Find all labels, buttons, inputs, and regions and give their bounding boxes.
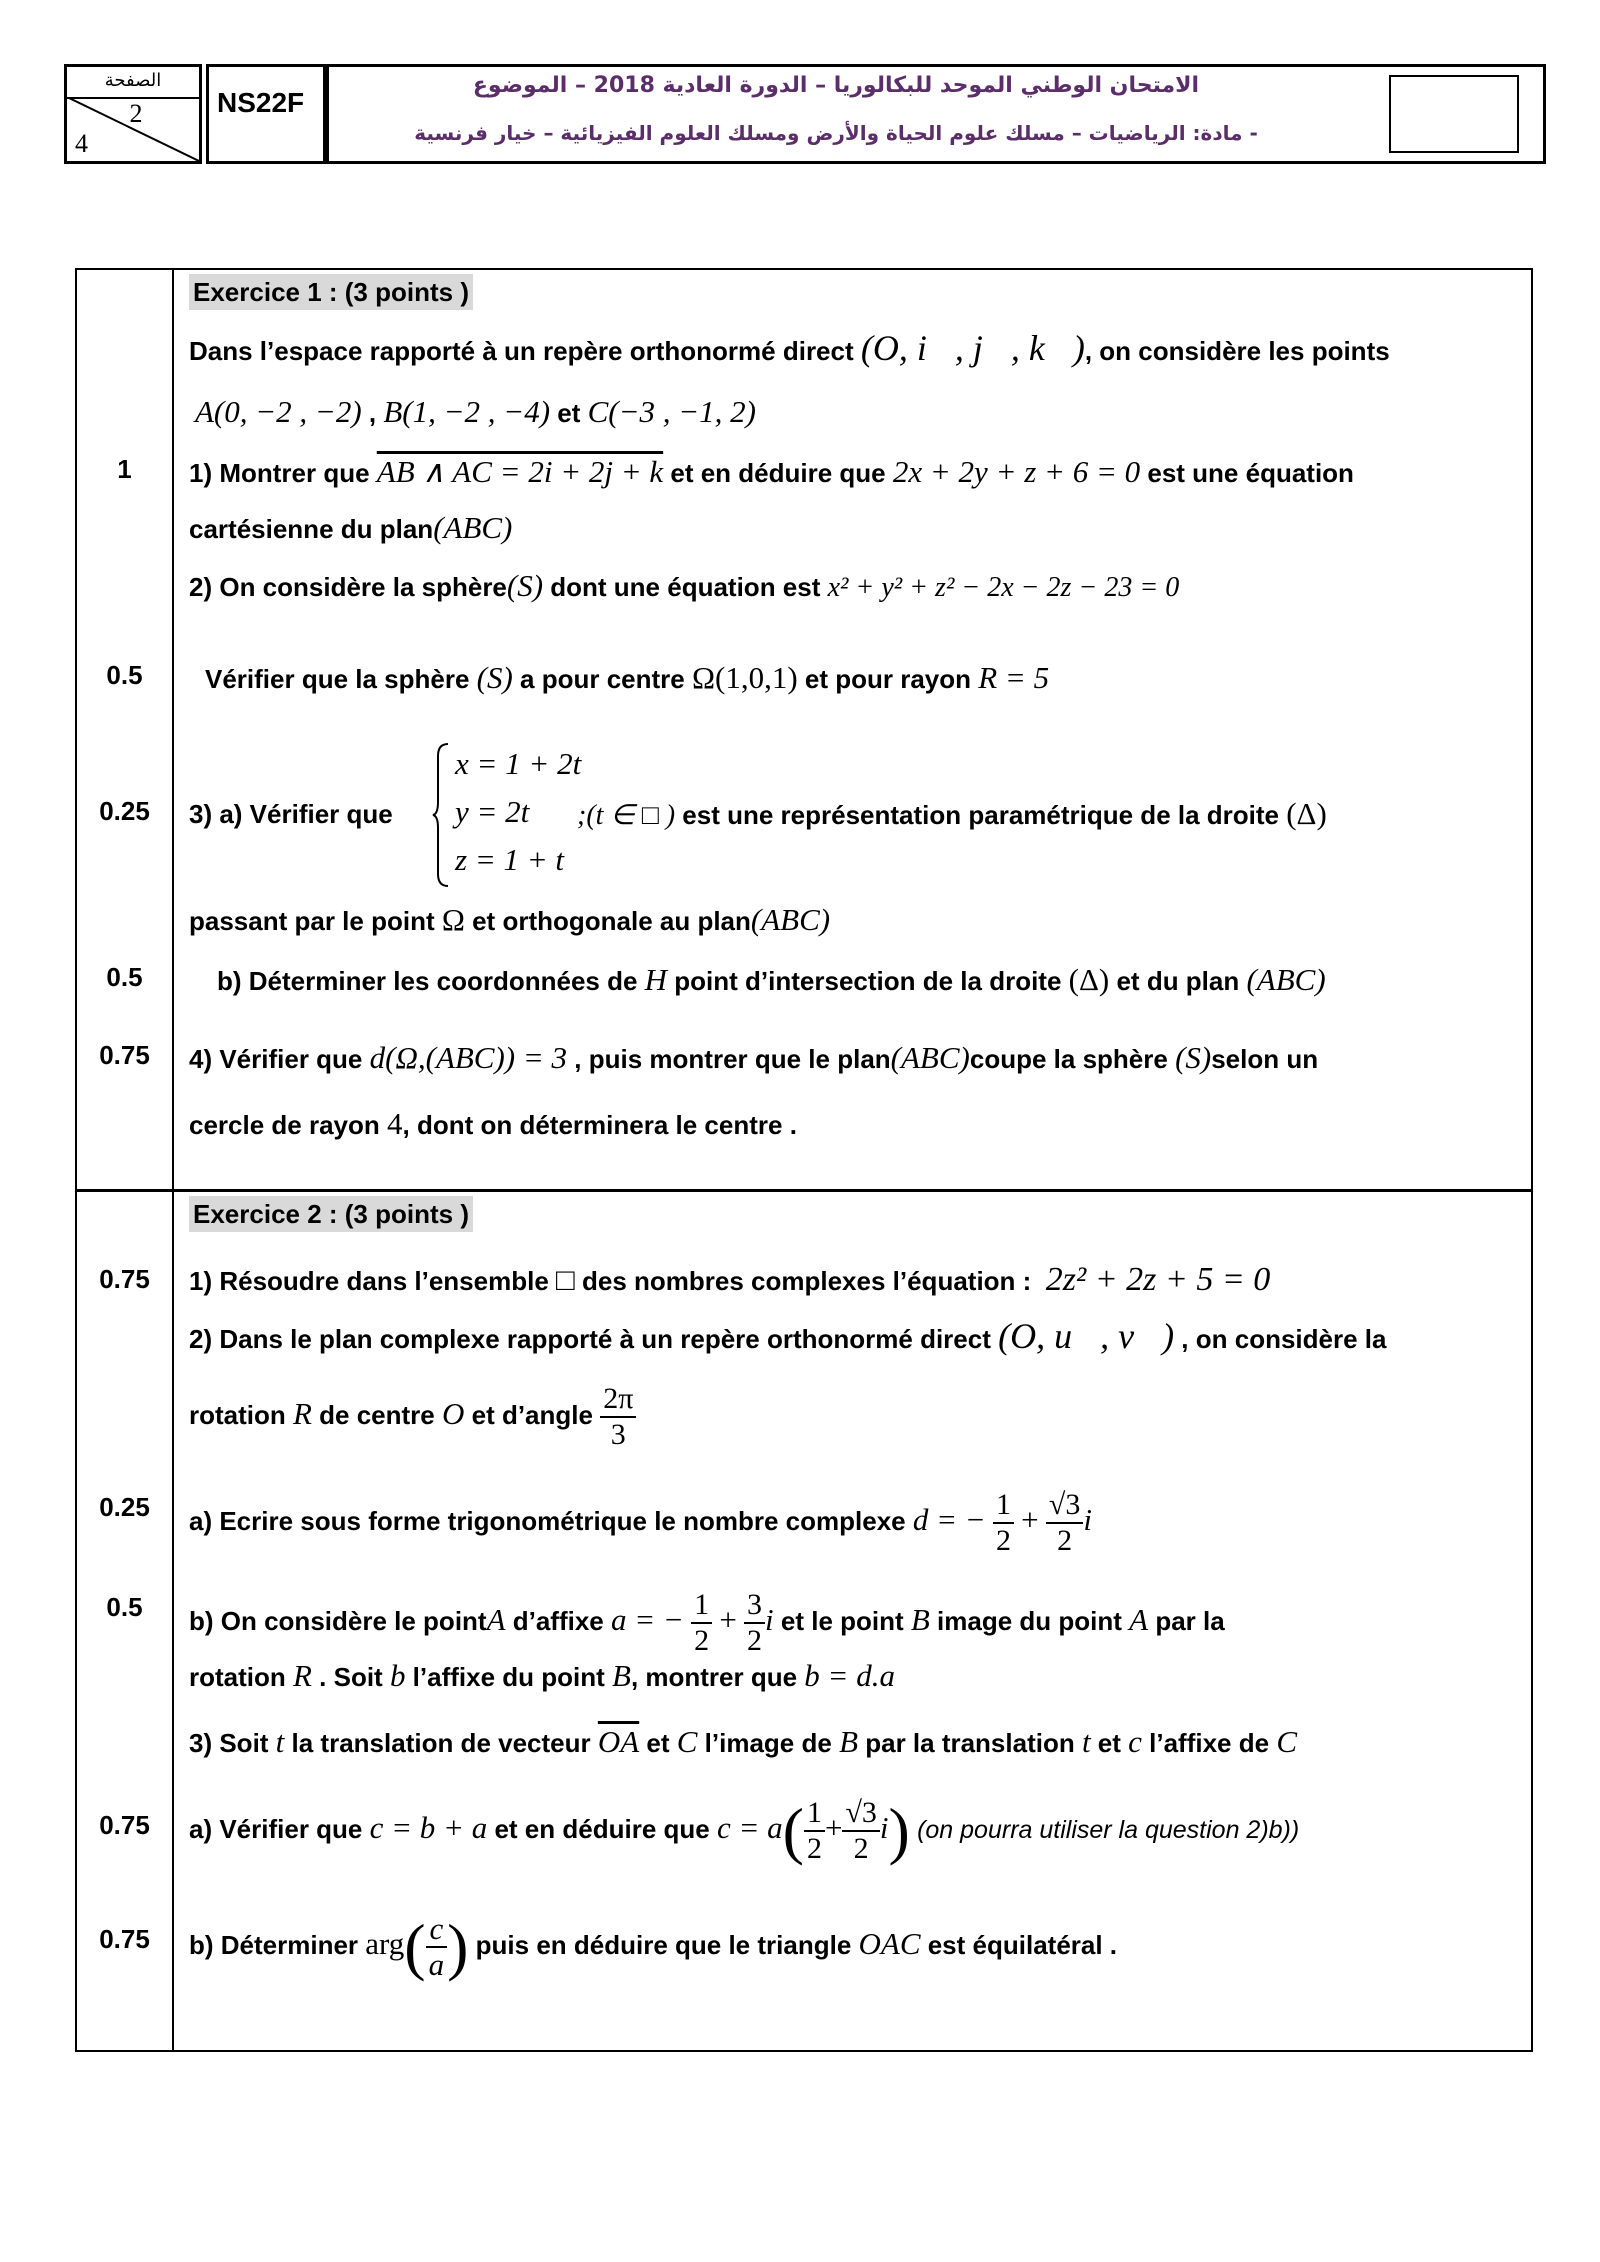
q2b-text-h: l’affixe du point xyxy=(405,1662,612,1692)
b-eq: b = d.a xyxy=(804,1658,895,1693)
plane-ABC: (ABC) xyxy=(1246,962,1326,997)
points-q1: 1 xyxy=(117,454,132,484)
complex-equation: 2z² + 2z + 5 = 0 xyxy=(1045,1261,1271,1298)
c-frac1 xyxy=(804,1796,825,1866)
ex1-q1 xyxy=(189,454,1521,491)
q2-text-d: de centre xyxy=(311,1400,442,1430)
ex2-q2b xyxy=(189,1580,1521,1661)
q2b-text-d: image du point xyxy=(929,1606,1130,1636)
ex1-intro xyxy=(189,330,1521,369)
sphere-S: (S) xyxy=(506,568,544,603)
q4-text-b: , puis montrer que le plan xyxy=(567,1044,891,1074)
q2-text-c: rotation xyxy=(189,1400,293,1430)
imag-i: i xyxy=(765,1602,774,1637)
a-eq: a = − xyxy=(611,1602,684,1637)
q3-text-g: l’affixe de xyxy=(1141,1728,1277,1758)
frame-math: (O, i⃗, j⃗, k⃗) xyxy=(860,328,1085,368)
q2b-text-a: Vérifier que la sphère xyxy=(205,664,477,694)
q1-text-b: et en déduire que xyxy=(663,458,893,488)
q2b-text-a: b) On considère le point xyxy=(189,1606,487,1636)
q3b-text-b: puis en déduire que le triangle xyxy=(468,1930,859,1960)
exam-title-line2: - مادة: الرياضيات – مسلك علوم الحياة والأرض ومسلك العلوم الفيزيائية – خيار فرنسية xyxy=(414,121,1258,145)
q3-text-a: 3) Soit xyxy=(189,1728,276,1758)
points-q3a: 0.25 xyxy=(99,796,150,826)
q3b-text-b: point d’intersection de la droite xyxy=(667,966,1069,996)
a-frac2-num: 3 xyxy=(744,1588,765,1624)
q2-text-a: 2) On considère la sphère xyxy=(189,572,507,602)
q3b-text-a: b) Déterminer xyxy=(189,1930,366,1960)
q4-text-f: , dont on déterminera le centre . xyxy=(402,1110,797,1140)
q2b-text-g: . Soit xyxy=(311,1662,390,1692)
d-frac1 xyxy=(993,1488,1014,1558)
q3b-text-c: et du plan xyxy=(1109,966,1247,996)
q2-text-e: et d’angle xyxy=(464,1400,601,1430)
translation-t: t xyxy=(275,1724,285,1759)
a-frac1-num: 1 xyxy=(691,1588,712,1624)
q2-text-b: dont une équation est xyxy=(543,572,828,602)
c-frac2-num: √3 xyxy=(842,1796,879,1832)
ex2-q2b-cont xyxy=(189,1658,1521,1695)
line-delta: (Δ) xyxy=(1068,962,1110,997)
affix-b: b xyxy=(389,1658,406,1693)
column-separator xyxy=(172,270,174,1189)
and-word: et xyxy=(550,398,588,428)
points-q3a: 0.75 xyxy=(99,1810,150,1840)
point-B: B(1, −2 , −4) xyxy=(383,394,551,429)
d-eq: d = − xyxy=(912,1502,986,1537)
angle-fraction xyxy=(600,1382,636,1452)
plus-sign: + xyxy=(1021,1502,1039,1537)
q4-text-e: cercle de rayon xyxy=(189,1110,387,1140)
d-frac2 xyxy=(1046,1488,1083,1558)
plane-equation: 2x + 2y + z + 6 = 0 xyxy=(892,454,1141,489)
q2b-text-c: et pour rayon xyxy=(797,664,979,694)
ex2-q3a: a) Vérifier que c = b + a et en déduire que c = a( $\frac{1}{2}$ + $\frac{√3}{2}$ i) (on pourra utiliser la question 2)b)) xyxy=(189,1795,1300,1867)
points-q2: 0.5 xyxy=(106,660,143,690)
q4-text-a: 4) Vérifier que xyxy=(189,1044,370,1074)
param-z: z = 1 + t xyxy=(455,842,565,877)
column-separator xyxy=(172,1192,174,2050)
c-frac1-num: 1 xyxy=(804,1796,825,1832)
q3-text-a: 3) a) Vérifier que xyxy=(189,799,393,829)
param-y: y = 2t xyxy=(455,794,530,829)
q3-text-c: et xyxy=(639,1728,677,1758)
points-q2b: 0.5 xyxy=(106,1592,143,1622)
distance-math: d(Ω,(ABC)) = 3 xyxy=(369,1040,568,1075)
points-q2a: 0.25 xyxy=(99,1492,150,1522)
q1-text-a: 1) Résoudre dans l’ensemble xyxy=(189,1266,557,1296)
q1-text-b: des nombres complexes l’équation : xyxy=(574,1266,1039,1296)
sphere-S: (S) xyxy=(476,660,513,695)
ex1-intro-end: , on considère les points xyxy=(1084,336,1390,366)
sphere-equation: x² + y² + z² − 2x − 2z − 23 = 0 xyxy=(827,572,1180,603)
plane-ABC: (ABC) xyxy=(890,1040,970,1075)
exercise2-title: Exercice 2 : (3 points ) xyxy=(189,1196,473,1232)
q3b-text-c: est équilatéral . xyxy=(920,1930,1118,1960)
arg-num: c xyxy=(426,1912,448,1948)
exam-title-box xyxy=(326,64,1546,164)
q3-text-d: l’image de xyxy=(697,1728,840,1758)
center-O: O xyxy=(442,1396,465,1431)
point-A: A xyxy=(486,1602,506,1637)
sphere-S: (S) xyxy=(1175,1040,1212,1075)
q3-text-e: par la translation xyxy=(858,1728,1082,1758)
a-frac2 xyxy=(744,1588,765,1658)
page-number-box xyxy=(64,64,202,164)
ex1-q1-cont xyxy=(189,510,1521,547)
cross-product: AB ∧ AC = 2i + 2j + k xyxy=(376,454,664,489)
points-q3b: 0.5 xyxy=(106,962,143,992)
ex2-q1 xyxy=(189,1262,1521,1299)
plus-sign: + xyxy=(719,1602,737,1637)
a-frac1-den: 2 xyxy=(694,1624,710,1658)
a-frac1 xyxy=(691,1588,712,1658)
c-frac2-den: 2 xyxy=(853,1832,869,1866)
point-B: B xyxy=(839,1724,858,1759)
ex1-q2b xyxy=(205,660,1521,697)
param-domain: ;(t ∈ □ ) xyxy=(577,800,676,831)
arg-function: arg xyxy=(365,1926,405,1961)
q4-text-d: selon un xyxy=(1211,1044,1319,1074)
q3-text-c: passant par le point xyxy=(189,906,442,936)
c-eq2: c = a xyxy=(716,1810,783,1845)
exercise2-table xyxy=(75,1190,1533,2052)
ex1-q4 xyxy=(189,1040,1521,1077)
ex2-q2-cont xyxy=(189,1374,1521,1455)
q3-text-b: est une représentation paramétrique de la droite xyxy=(675,800,1287,830)
line-delta: (Δ) xyxy=(1286,796,1327,831)
q2b-text-f: rotation xyxy=(189,1662,286,1692)
blank-box xyxy=(1389,75,1519,153)
q3a-note: (on pourra utiliser la question 2)b)) xyxy=(917,1816,1300,1844)
page-total: 4 xyxy=(75,129,88,158)
point-C: C xyxy=(1276,1724,1297,1759)
point-B: B xyxy=(612,1658,631,1693)
point-A: A(0, −2 , −2) xyxy=(195,394,362,429)
d-frac1-den: 2 xyxy=(995,1524,1011,1558)
arg-fraction xyxy=(426,1912,448,1982)
ex1-points-def xyxy=(195,394,1521,431)
q1-text-d: cartésienne du plan xyxy=(189,514,434,544)
c-frac1-den: 2 xyxy=(806,1832,822,1866)
exercise1-title-line xyxy=(189,274,1521,310)
set-C: □ xyxy=(556,1262,575,1297)
plus-sign: + xyxy=(824,1810,843,1845)
point-C: C xyxy=(676,1724,698,1759)
sphere-radius: R = 5 xyxy=(978,660,1050,695)
q2-text-b: , on considère la xyxy=(1174,1324,1387,1354)
q3a-text-b: et en déduire que xyxy=(487,1814,717,1844)
exam-title-line1: الامتحان الوطني الموحد للبكالوريا – الدورة العادية 2018 – الموضوع xyxy=(472,73,1200,98)
d-frac2-den: 2 xyxy=(1057,1524,1073,1558)
q3a-text-a: a) Vérifier que xyxy=(189,1814,370,1844)
exam-code: NS22F xyxy=(217,87,305,118)
vector-OA: $\overline{OA}$ xyxy=(597,1724,640,1759)
q2b-text-b: d’affixe xyxy=(505,1606,611,1636)
q2b-text-c: et le point xyxy=(773,1606,911,1636)
q2-text-a: 2) Dans le plan complexe rapporté à un repère orthonormé direct xyxy=(189,1324,999,1354)
a-frac2-den: 2 xyxy=(747,1624,763,1658)
c-frac2 xyxy=(842,1796,879,1866)
page-current: 2 xyxy=(129,99,143,128)
points-q1: 0.75 xyxy=(99,1264,150,1294)
point-C: C(−3 , −1, 2) xyxy=(587,394,757,429)
d-frac2-num: √3 xyxy=(1046,1488,1083,1524)
affix-c: c xyxy=(1128,1724,1142,1759)
q2b-text-i: , montrer que xyxy=(630,1662,805,1692)
angle-den: 3 xyxy=(610,1418,626,1452)
ex2-q3 xyxy=(189,1724,1521,1761)
q3-text-b: la translation de vecteur xyxy=(284,1728,598,1758)
q1-text-c: est une équation xyxy=(1140,458,1354,488)
ex1-q2 xyxy=(189,568,1521,606)
ex2-q2a xyxy=(189,1480,1521,1561)
d-frac1-num: 1 xyxy=(993,1488,1014,1524)
imag-i: i xyxy=(879,1810,889,1845)
rotation-R: R xyxy=(293,1658,312,1693)
imag-i: i xyxy=(1083,1502,1092,1537)
exercise2-title-line xyxy=(189,1196,1521,1232)
ex1-q4-cont xyxy=(189,1106,1521,1143)
exercise1-title: Exercice 1 : (3 points ) xyxy=(189,274,473,310)
circle-radius: 4 xyxy=(387,1106,403,1141)
q1-text-a: 1) Montrer que xyxy=(189,458,377,488)
ex1-q3b xyxy=(217,962,1521,999)
exercise1-table xyxy=(75,268,1533,1191)
arg-den: a xyxy=(428,1947,445,1983)
points-q4: 0.75 xyxy=(99,1040,150,1070)
q3-text-d: et orthogonale au plan xyxy=(464,906,751,936)
translation-t: t xyxy=(1081,1724,1091,1759)
ex2-q3b: b) Déterminer arg( $\frac{c}{a}$ ) puis en déduire que le triangle OAC est équilatéral . xyxy=(189,1911,1118,1983)
plane-ABC: (ABC) xyxy=(433,510,513,545)
angle-num: 2π xyxy=(600,1382,636,1418)
q4-text-c: coupe la sphère xyxy=(969,1044,1176,1074)
complex-frame: (O, u⃗, v⃗) xyxy=(998,1316,1175,1356)
triangle-OAC: OAC xyxy=(858,1926,921,1961)
exam-code-box xyxy=(206,64,326,164)
q2a-text: a) Ecrire sous forme trigonométrique le nombre complexe xyxy=(189,1506,913,1536)
page-label: الصفحة xyxy=(67,67,199,99)
q2b-text-e: par la xyxy=(1148,1606,1225,1636)
c-eq1: c = b + a xyxy=(369,1810,488,1845)
ex1-q3a-line2 xyxy=(189,902,1521,939)
ex1-intro-text: Dans l’espace rapporté à un repère orthonormé direct xyxy=(189,336,854,366)
points-q3b: 0.75 xyxy=(99,1924,150,1954)
ex1-q3a-cont xyxy=(577,796,1521,834)
q2b-text-b: a pour centre xyxy=(512,664,692,694)
q3-text-f: et xyxy=(1090,1728,1129,1758)
point-omega: Ω xyxy=(441,902,465,937)
plane-ABC: (ABC) xyxy=(750,902,831,937)
sphere-center: Ω(1,0,1) xyxy=(691,660,798,695)
point-A: A xyxy=(1129,1602,1149,1637)
rotation-R: R xyxy=(293,1396,312,1431)
param-x: x = 1 + 2t xyxy=(455,746,582,781)
ex2-q2 xyxy=(189,1318,1521,1357)
q3b-text-a: b) Déterminer les coordonnées de xyxy=(217,966,645,996)
point-B: B xyxy=(910,1602,930,1637)
sep: , xyxy=(361,398,384,428)
point-H: H xyxy=(644,962,668,997)
